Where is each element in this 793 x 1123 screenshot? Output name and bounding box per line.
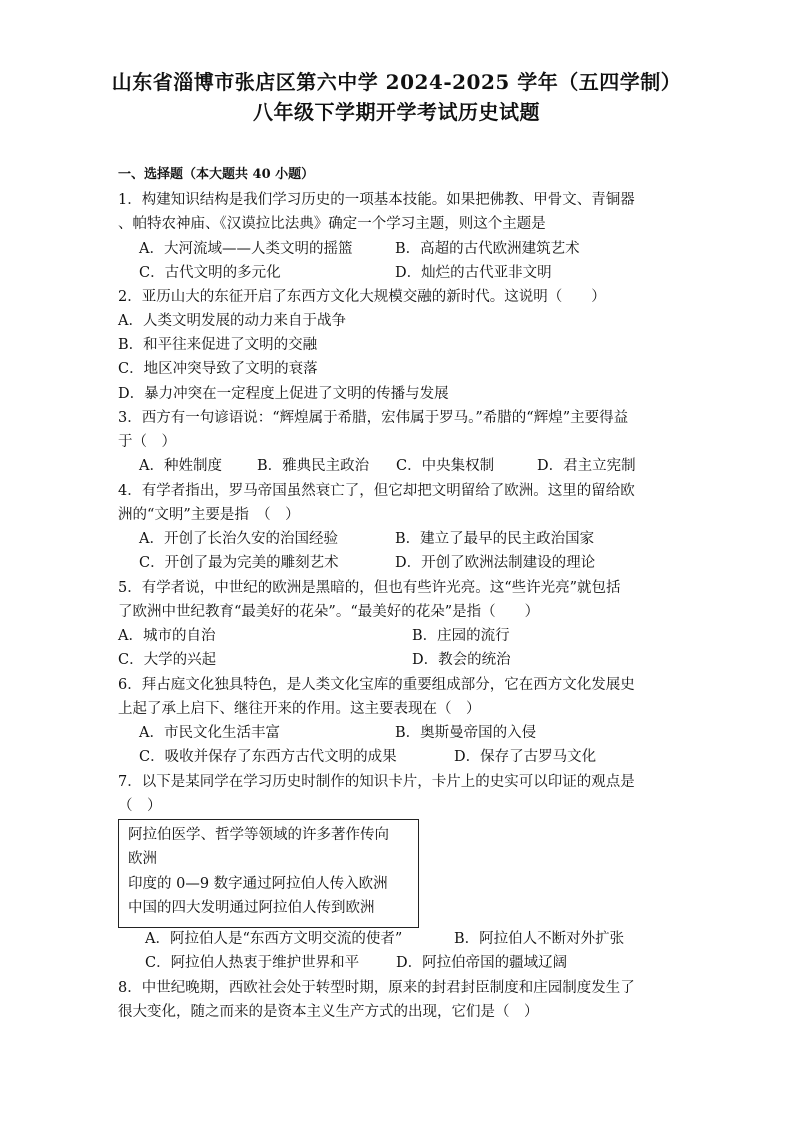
question-6-stem-line2: 上起了承上启下、继往开来的作用。这主要表现在（ ）: [118, 701, 481, 717]
question-6-option-a: A．市民文化生活丰富: [139, 725, 280, 741]
knowledge-card-line3: 印度的 0—9 数字通过阿拉伯人传入欧洲: [128, 876, 388, 892]
question-3-option-d: D．君主立宪制: [537, 458, 636, 474]
question-7-option-c: C．阿拉伯人热衷于维护世界和平: [145, 955, 360, 971]
question-6-option-d: D．保存了古罗马文化: [454, 749, 597, 765]
question-4-option-d: D．开创了欧洲法制建设的理论: [395, 555, 596, 571]
knowledge-card-line1: 阿拉伯医学、哲学等领域的许多著作传向: [128, 827, 389, 843]
question-7-stem-line2: （ ）: [118, 798, 162, 814]
question-2-stem: 2．亚历山大的东征开启了东西方文化大规模交融的新时代。这说明（ ）: [118, 289, 606, 305]
question-3-option-c: C．中央集权制: [396, 458, 495, 474]
question-2-option-d: D．暴力冲突在一定程度上促进了文明的传播与发展: [118, 386, 449, 402]
question-5-option-c: C．大学的兴起: [118, 652, 217, 668]
question-7-option-d: D．阿拉伯帝国的疆域辽阔: [396, 955, 568, 971]
question-4-option-a: A．开创了长治久安的治国经验: [139, 531, 338, 547]
question-3-option-b: B．雅典民主政治: [257, 458, 370, 474]
question-5-option-b: B．庄园的流行: [412, 628, 510, 644]
question-3-stem-line2: 于（ ）: [118, 434, 176, 450]
question-7-stem-line1: 7．以下是某同学在学习历史时制作的知识卡片，卡片上的史实可以印证的观点是: [118, 774, 635, 790]
question-1-option-d: D．灿烂的古代亚非文明: [395, 265, 552, 281]
question-7-option-a: A．阿拉伯人是“东西方文明交流的使者”: [145, 931, 403, 947]
question-4-option-c: C．开创了最为完美的雕刻艺术: [139, 555, 339, 571]
question-5-option-d: D．教会的统治: [412, 652, 511, 668]
question-1-option-b: B．高超的古代欧洲建筑艺术: [395, 241, 580, 257]
question-5-stem-line1: 5．有学者说，中世纪的欧洲是黑暗的，但也有些许光亮。这“些许光亮”就包括: [118, 580, 621, 596]
question-1-option-a: A．大河流域——人类文明的摇篮: [139, 241, 353, 257]
question-7-option-b: B．阿拉伯人不断对外扩张: [454, 931, 625, 947]
question-3-option-a: A．种姓制度: [139, 458, 222, 474]
page-title-line1: 山东省淄博市张店区第六中学 2024-2025 学年（五四学制）: [111, 70, 682, 94]
question-5-stem-line2: 了欧洲中世纪教育“最美好的花朵”。“最美好的花朵”是指（ ）: [118, 604, 540, 620]
question-2-option-a: A．人类文明发展的动力来自于战争: [118, 313, 346, 329]
question-4-option-b: B．建立了最早的民主政治国家: [395, 531, 595, 547]
question-4-stem-line2: 洲的“文明”主要是指 （ ）: [118, 507, 300, 523]
question-8-stem-line2: 很大变化，随之而来的是资本主义生产方式的出现，它们是（ ）: [118, 1004, 539, 1020]
question-1-stem-line1: 1．构建知识结构是我们学习历史的一项基本技能。如果把佛教、甲骨文、青铜器: [118, 192, 635, 208]
question-4-stem-line1: 4．有学者指出，罗马帝国虽然衰亡了，但它却把文明留给了欧洲。这里的留给欧: [118, 483, 635, 499]
knowledge-card-line4: 中国的四大发明通过阿拉伯人传到欧洲: [128, 900, 375, 916]
question-2-option-b: B．和平往来促进了文明的交融: [118, 337, 318, 353]
page-title-line2: 八年级下学期开学考试历史试题: [253, 100, 540, 124]
question-2-option-c: C．地区冲突导致了文明的衰落: [118, 361, 318, 377]
question-3-stem-line1: 3．西方有一句谚语说：“辉煌属于希腊，宏伟属于罗马。”希腊的“辉煌”主要得益: [118, 410, 629, 426]
question-6-option-b: B．奥斯曼帝国的入侵: [395, 725, 537, 741]
question-8-stem-line1: 8．中世纪晚期，西欧社会处于转型时期，原来的封君封臣制度和庄园制度发生了: [118, 980, 635, 996]
question-1-option-c: C．古代文明的多元化: [139, 265, 281, 281]
knowledge-card-line2: 欧洲: [128, 851, 157, 867]
question-5-option-a: A．城市的自治: [118, 628, 216, 644]
question-6-stem-line1: 6．拜占庭文化独具特色，是人类文化宝库的重要组成部分，它在西方文化发展史: [118, 677, 635, 693]
question-1-stem-line2: 、帕特农神庙、《汉谟拉比法典》确定一个学习主题，则这个主题是: [118, 216, 546, 232]
question-6-option-c: C．吸收并保存了东西方古代文明的成果: [139, 749, 397, 765]
section-heading: 一、选择题（本大题共 40 小题）: [118, 167, 315, 182]
